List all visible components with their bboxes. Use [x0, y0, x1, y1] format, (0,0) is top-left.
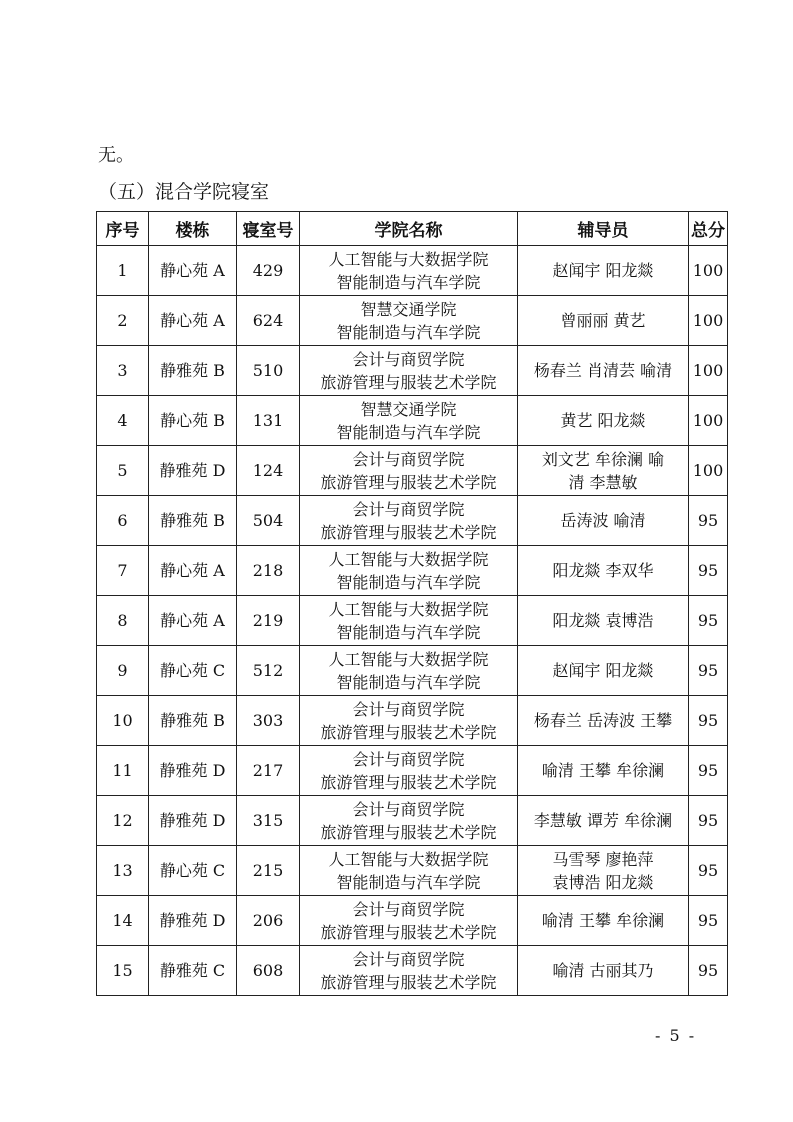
counselor-line: 杨春兰 肖清芸 喻清 — [533, 361, 673, 380]
table-row — [97, 596, 728, 646]
college-line: 智慧交通学院 — [360, 399, 457, 419]
cell-college — [300, 446, 518, 496]
table-row — [97, 396, 728, 446]
table-row — [97, 546, 728, 596]
cell-college — [300, 946, 518, 996]
cell-college — [300, 796, 518, 846]
cell-index: 2 — [97, 296, 149, 346]
college-line: 旅游管理与服装艺术学院 — [320, 722, 497, 742]
college-line: 会计与商贸学院 — [352, 799, 465, 819]
cell-college — [300, 246, 518, 296]
table-header-row — [97, 212, 728, 246]
college-line: 智能制造与汽车学院 — [336, 622, 481, 642]
cell-score: 95 — [689, 696, 728, 746]
college-line: 人工智能与大数据学院 — [328, 849, 489, 869]
college-line: 人工智能与大数据学院 — [328, 549, 489, 569]
cell-building: 静心苑 C — [149, 646, 237, 696]
table-row — [97, 296, 728, 346]
cell-college — [300, 346, 518, 396]
cell-score: 100 — [689, 346, 728, 396]
counselor-line: 袁博浩 阳龙燚 — [552, 872, 654, 892]
cell-room: 215 — [237, 846, 300, 896]
table-row — [97, 696, 728, 746]
college-line: 会计与商贸学院 — [352, 699, 465, 719]
header-index: 序号 — [97, 212, 149, 246]
cell-college — [300, 596, 518, 646]
cell-score: 95 — [689, 846, 728, 896]
cell-counselor — [518, 246, 689, 296]
cell-index: 14 — [97, 896, 149, 946]
cell-building: 静雅苑 C — [149, 946, 237, 996]
table-row — [97, 896, 728, 946]
cell-score: 95 — [689, 796, 728, 846]
college-line: 智能制造与汽车学院 — [336, 422, 481, 442]
cell-building: 静心苑 C — [149, 846, 237, 896]
cell-building: 静雅苑 D — [149, 746, 237, 796]
cell-room: 608 — [237, 946, 300, 996]
college-line: 旅游管理与服装艺术学院 — [320, 372, 497, 392]
cell-score: 95 — [689, 546, 728, 596]
header-score: 总分 — [689, 212, 728, 246]
college-line: 旅游管理与服装艺术学院 — [320, 522, 497, 542]
college-line: 智能制造与汽车学院 — [336, 672, 481, 692]
table-row — [97, 946, 728, 996]
cell-building: 静雅苑 D — [149, 896, 237, 946]
college-line: 旅游管理与服装艺术学院 — [320, 472, 497, 492]
table-row — [97, 246, 728, 296]
college-line: 会计与商贸学院 — [352, 749, 465, 769]
dorm-score-table — [96, 211, 728, 996]
college-line: 会计与商贸学院 — [352, 949, 465, 969]
table-row — [97, 846, 728, 896]
cell-counselor — [518, 596, 689, 646]
college-line: 会计与商贸学院 — [352, 899, 465, 919]
cell-college — [300, 296, 518, 346]
cell-counselor — [518, 796, 689, 846]
counselor-line: 清 李慧敏 — [568, 472, 638, 492]
header-building: 楼栋 — [149, 212, 237, 246]
counselor-line: 喻清 古丽其乃 — [552, 961, 654, 980]
cell-index: 1 — [97, 246, 149, 296]
cell-room: 429 — [237, 246, 300, 296]
cell-counselor — [518, 646, 689, 696]
college-line: 旅游管理与服装艺术学院 — [320, 972, 497, 992]
cell-college — [300, 646, 518, 696]
cell-college — [300, 696, 518, 746]
college-line: 智能制造与汽车学院 — [336, 322, 481, 342]
table-row — [97, 496, 728, 546]
cell-college — [300, 746, 518, 796]
cell-building: 静雅苑 D — [149, 796, 237, 846]
counselor-line: 阳龙燚 袁博浩 — [552, 611, 654, 630]
header-room: 寝室号 — [237, 212, 300, 246]
college-line: 智能制造与汽车学院 — [336, 572, 481, 592]
counselor-line: 李慧敏 谭芳 牟徐澜 — [533, 811, 673, 830]
cell-counselor — [518, 746, 689, 796]
cell-college — [300, 546, 518, 596]
cell-counselor — [518, 546, 689, 596]
cell-counselor — [518, 446, 689, 496]
cell-index: 15 — [97, 946, 149, 996]
cell-index: 8 — [97, 596, 149, 646]
cell-score: 95 — [689, 646, 728, 696]
section-title: （五）混合学院寝室 — [98, 181, 270, 203]
cell-building: 静雅苑 B — [149, 346, 237, 396]
college-line: 智能制造与汽车学院 — [336, 272, 481, 292]
cell-counselor — [518, 396, 689, 446]
table-row — [97, 646, 728, 696]
cell-index: 5 — [97, 446, 149, 496]
counselor-line: 马雪琴 廖艳萍 — [552, 849, 654, 869]
college-line: 智能制造与汽车学院 — [336, 872, 481, 892]
table-row — [97, 746, 728, 796]
cell-college — [300, 496, 518, 546]
cell-room: 217 — [237, 746, 300, 796]
cell-score: 100 — [689, 446, 728, 496]
cell-index: 12 — [97, 796, 149, 846]
cell-room: 124 — [237, 446, 300, 496]
cell-counselor — [518, 496, 689, 546]
header-college: 学院名称 — [300, 212, 518, 246]
cell-score: 95 — [689, 946, 728, 996]
intro-text: 无。 — [98, 145, 134, 166]
college-line: 人工智能与大数据学院 — [328, 249, 489, 269]
cell-counselor — [518, 946, 689, 996]
counselor-line: 赵闻宇 阳龙燚 — [552, 261, 654, 280]
cell-college — [300, 396, 518, 446]
cell-building: 静心苑 A — [149, 246, 237, 296]
college-line: 会计与商贸学院 — [352, 449, 465, 469]
cell-building: 静雅苑 B — [149, 496, 237, 546]
cell-building: 静心苑 A — [149, 296, 237, 346]
college-line: 旅游管理与服装艺术学院 — [320, 922, 497, 942]
cell-score: 100 — [689, 296, 728, 346]
cell-counselor — [518, 696, 689, 746]
cell-building: 静心苑 B — [149, 396, 237, 446]
cell-index: 11 — [97, 746, 149, 796]
cell-counselor — [518, 896, 689, 946]
cell-index: 10 — [97, 696, 149, 746]
cell-counselor — [518, 346, 689, 396]
cell-index: 9 — [97, 646, 149, 696]
header-counselor: 辅导员 — [518, 212, 689, 246]
counselor-line: 黄艺 阳龙燚 — [560, 411, 646, 430]
counselor-line: 岳涛波 喻清 — [560, 511, 646, 530]
cell-index: 6 — [97, 496, 149, 546]
cell-room: 219 — [237, 596, 300, 646]
cell-room: 624 — [237, 296, 300, 346]
cell-score: 95 — [689, 596, 728, 646]
cell-index: 3 — [97, 346, 149, 396]
cell-score: 100 — [689, 246, 728, 296]
cell-index: 13 — [97, 846, 149, 896]
college-line: 人工智能与大数据学院 — [328, 649, 489, 669]
cell-index: 7 — [97, 546, 149, 596]
counselor-line: 喻清 王攀 牟徐澜 — [541, 761, 665, 780]
cell-score: 100 — [689, 396, 728, 446]
counselor-line: 喻清 王攀 牟徐澜 — [541, 911, 665, 930]
cell-building: 静雅苑 D — [149, 446, 237, 496]
cell-room: 131 — [237, 396, 300, 446]
college-line: 会计与商贸学院 — [352, 349, 465, 369]
cell-room: 206 — [237, 896, 300, 946]
cell-score: 95 — [689, 746, 728, 796]
cell-room: 218 — [237, 546, 300, 596]
counselor-line: 曾丽丽 黄艺 — [560, 311, 646, 330]
cell-college — [300, 846, 518, 896]
cell-counselor — [518, 296, 689, 346]
counselor-line: 刘文艺 牟徐澜 喻 — [541, 449, 665, 469]
college-line: 会计与商贸学院 — [352, 499, 465, 519]
cell-score: 95 — [689, 896, 728, 946]
college-line: 旅游管理与服装艺术学院 — [320, 772, 497, 792]
counselor-line: 阳龙燚 李双华 — [552, 561, 654, 580]
table-row — [97, 796, 728, 846]
college-line: 人工智能与大数据学院 — [328, 599, 489, 619]
college-line: 智慧交通学院 — [360, 299, 457, 319]
cell-index: 4 — [97, 396, 149, 446]
cell-building: 静雅苑 B — [149, 696, 237, 746]
college-line: 旅游管理与服装艺术学院 — [320, 822, 497, 842]
cell-building: 静心苑 A — [149, 546, 237, 596]
cell-counselor — [518, 846, 689, 896]
cell-room: 510 — [237, 346, 300, 396]
cell-room: 504 — [237, 496, 300, 546]
cell-college — [300, 896, 518, 946]
table-body — [97, 246, 728, 996]
cell-building: 静心苑 A — [149, 596, 237, 646]
table-row — [97, 446, 728, 496]
cell-room: 512 — [237, 646, 300, 696]
counselor-line: 赵闻宇 阳龙燚 — [552, 661, 654, 680]
counselor-line: 杨春兰 岳涛波 王攀 — [533, 711, 673, 730]
page-number: - 5 - — [655, 1026, 697, 1045]
cell-room: 303 — [237, 696, 300, 746]
cell-room: 315 — [237, 796, 300, 846]
cell-score: 95 — [689, 496, 728, 546]
table-row — [97, 346, 728, 396]
